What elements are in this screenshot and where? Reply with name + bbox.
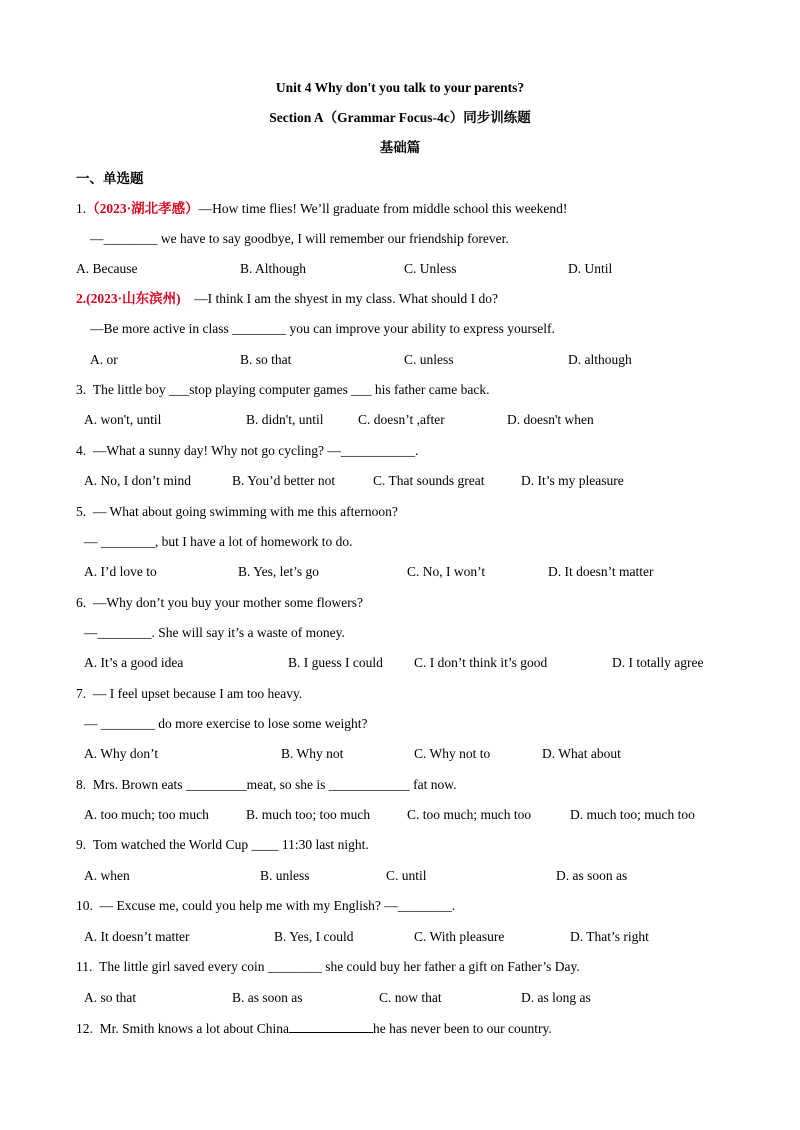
question-5-option-c[interactable]: C. No, I won’t xyxy=(407,564,486,579)
question-1-option-b[interactable]: B. Although xyxy=(240,261,307,276)
question-7-option-b[interactable]: B. Why not xyxy=(281,746,344,761)
question-6-line-2: —________. She will say it’s a waste of money. xyxy=(84,625,345,640)
question-3-option-d[interactable]: D. doesn't when xyxy=(507,412,594,427)
question-text: —How time flies! We’ll graduate from middle school this weekend! xyxy=(198,201,568,216)
question-5-option-a[interactable]: A. I’d love to xyxy=(84,564,157,579)
question-9-option-c[interactable]: C. until xyxy=(386,868,427,883)
question-4-option-c[interactable]: C. That sounds great xyxy=(373,473,485,488)
question-text: The little boy ___stop playing computer games ___ his father came back. xyxy=(92,382,490,397)
question-1-stem xyxy=(76,200,567,218)
question-7-line-2: — ________ do more exercise to lose some weight? xyxy=(84,716,368,731)
question-10-option-b[interactable]: B. Yes, I could xyxy=(274,929,354,944)
question-3-option-c[interactable]: C. doesn’t ,after xyxy=(358,412,445,427)
question-4-option-a[interactable]: A. No, I don’t mind xyxy=(84,473,191,488)
question-7-stem xyxy=(76,685,302,703)
question-text: — Excuse me, could you help me with my English? —________. xyxy=(99,898,456,913)
question-4-option-b[interactable]: B. You’d better not xyxy=(232,473,336,488)
question-6-option-d[interactable]: D. I totally agree xyxy=(612,655,704,670)
question-2-option-b[interactable]: B. so that xyxy=(240,352,292,367)
question-4-stem xyxy=(76,442,418,460)
question-number: 7. xyxy=(76,686,87,701)
question-10-option-a[interactable]: A. It doesn’t matter xyxy=(84,929,190,944)
page-title: Unit 4 Why don't you talk to your parents? xyxy=(275,80,525,95)
question-text-continued: he has never been to our country. xyxy=(373,1021,552,1036)
question-11-option-a[interactable]: A. so that xyxy=(84,990,137,1005)
question-number: 8. xyxy=(76,777,87,792)
question-11-option-b[interactable]: B. as soon as xyxy=(232,990,303,1005)
question-text: — What about going swimming with me this afternoon? xyxy=(92,504,398,519)
question-text: —What a sunny day! Why not go cycling? —___________. xyxy=(92,443,419,458)
question-11-option-c[interactable]: C. now that xyxy=(379,990,442,1005)
question-6-option-a[interactable]: A. It’s a good idea xyxy=(84,655,184,670)
question-2-option-d[interactable]: D. although xyxy=(568,352,632,367)
question-2-option-c[interactable]: C. unless xyxy=(404,352,454,367)
question-3-option-a[interactable]: A. won't, until xyxy=(84,412,162,427)
question-2-stem xyxy=(76,290,498,308)
question-text: Mr. Smith knows a lot about China xyxy=(99,1021,290,1036)
question-text: Mrs. Brown eats _________meat, so she is ____________ fat now. xyxy=(92,777,457,792)
question-source-tag: (2023·山东滨州) xyxy=(86,291,181,306)
question-1-option-a[interactable]: A. Because xyxy=(76,261,138,276)
question-8-option-d[interactable]: D. much too; much too xyxy=(570,807,695,822)
question-2-line-2: —Be more active in class ________ you can improve your ability to express yourself. xyxy=(90,321,555,336)
page-subtitle: Section A（Grammar Focus-4c）同步训练题 xyxy=(269,110,531,125)
question-9-option-d[interactable]: D. as soon as xyxy=(556,868,628,883)
question-8-stem xyxy=(76,776,456,794)
question-7-option-d[interactable]: D. What about xyxy=(542,746,621,761)
question-number: 9. xyxy=(76,837,87,852)
question-number: 3. xyxy=(76,382,87,397)
question-number: 10. xyxy=(76,898,93,913)
question-5-option-b[interactable]: B. Yes, let’s go xyxy=(238,564,320,579)
question-3-option-b[interactable]: B. didn't, until xyxy=(246,412,324,427)
question-number: 11. xyxy=(76,959,93,974)
question-text: —Why don’t you buy your mother some flowers? xyxy=(92,595,363,610)
question-10-option-d[interactable]: D. That’s right xyxy=(570,929,649,944)
question-number: 6. xyxy=(76,595,87,610)
question-8-option-b[interactable]: B. much too; too much xyxy=(246,807,371,822)
question-9-option-b[interactable]: B. unless xyxy=(260,868,310,883)
question-number: 2. xyxy=(76,291,87,306)
question-8-option-a[interactable]: A. too much; too much xyxy=(84,807,209,822)
question-text: Tom watched the World Cup ____ 11:30 last night. xyxy=(92,837,369,852)
question-number: 1. xyxy=(76,201,87,216)
question-1-option-c[interactable]: C. Unless xyxy=(404,261,457,276)
question-6-option-c[interactable]: C. I don’t think it’s good xyxy=(414,655,548,670)
question-number: 4. xyxy=(76,443,87,458)
section-heading: 一、单选题 xyxy=(76,171,144,186)
question-2-option-a[interactable]: A. or xyxy=(90,352,118,367)
question-1-line-2: —________ we have to say goodbye, I will remember our friendship forever. xyxy=(90,231,509,246)
question-3-stem xyxy=(76,381,490,399)
question-text: The little girl saved every coin ________ she could buy her father a gift on Father’s Day. xyxy=(99,959,580,974)
question-6-option-b[interactable]: B. I guess I could xyxy=(288,655,383,670)
question-4-option-d[interactable]: D. It’s my pleasure xyxy=(521,473,624,488)
question-number: 5. xyxy=(76,504,87,519)
question-text: —I think I am the shyest in my class. What should I do? xyxy=(194,291,498,306)
question-6-stem xyxy=(76,594,363,612)
question-9-option-a[interactable]: A. when xyxy=(84,868,130,883)
question-5-line-2: — ________, but I have a lot of homework to do. xyxy=(84,534,353,549)
difficulty-level: 基础篇 xyxy=(379,140,421,155)
question-1-option-d[interactable]: D. Until xyxy=(568,261,613,276)
question-number: 12. xyxy=(76,1021,93,1036)
question-text: — I feel upset because I am too heavy. xyxy=(92,686,303,701)
answer-blank[interactable] xyxy=(289,1019,373,1033)
question-10-option-c[interactable]: C. With pleasure xyxy=(414,929,505,944)
question-8-option-c[interactable]: C. too much; much too xyxy=(407,807,532,822)
question-11-stem xyxy=(76,958,580,976)
question-7-option-c[interactable]: C. Why not to xyxy=(414,746,491,761)
question-5-option-d[interactable]: D. It doesn’t matter xyxy=(548,564,654,579)
question-source-tag: （2023·湖北孝感） xyxy=(86,201,199,216)
question-11-option-d[interactable]: D. as long as xyxy=(521,990,591,1005)
question-12-stem xyxy=(76,1019,552,1038)
question-5-stem xyxy=(76,503,398,521)
question-10-stem xyxy=(76,897,455,915)
question-7-option-a[interactable]: A. Why don’t xyxy=(84,746,159,761)
question-9-stem xyxy=(76,836,369,854)
